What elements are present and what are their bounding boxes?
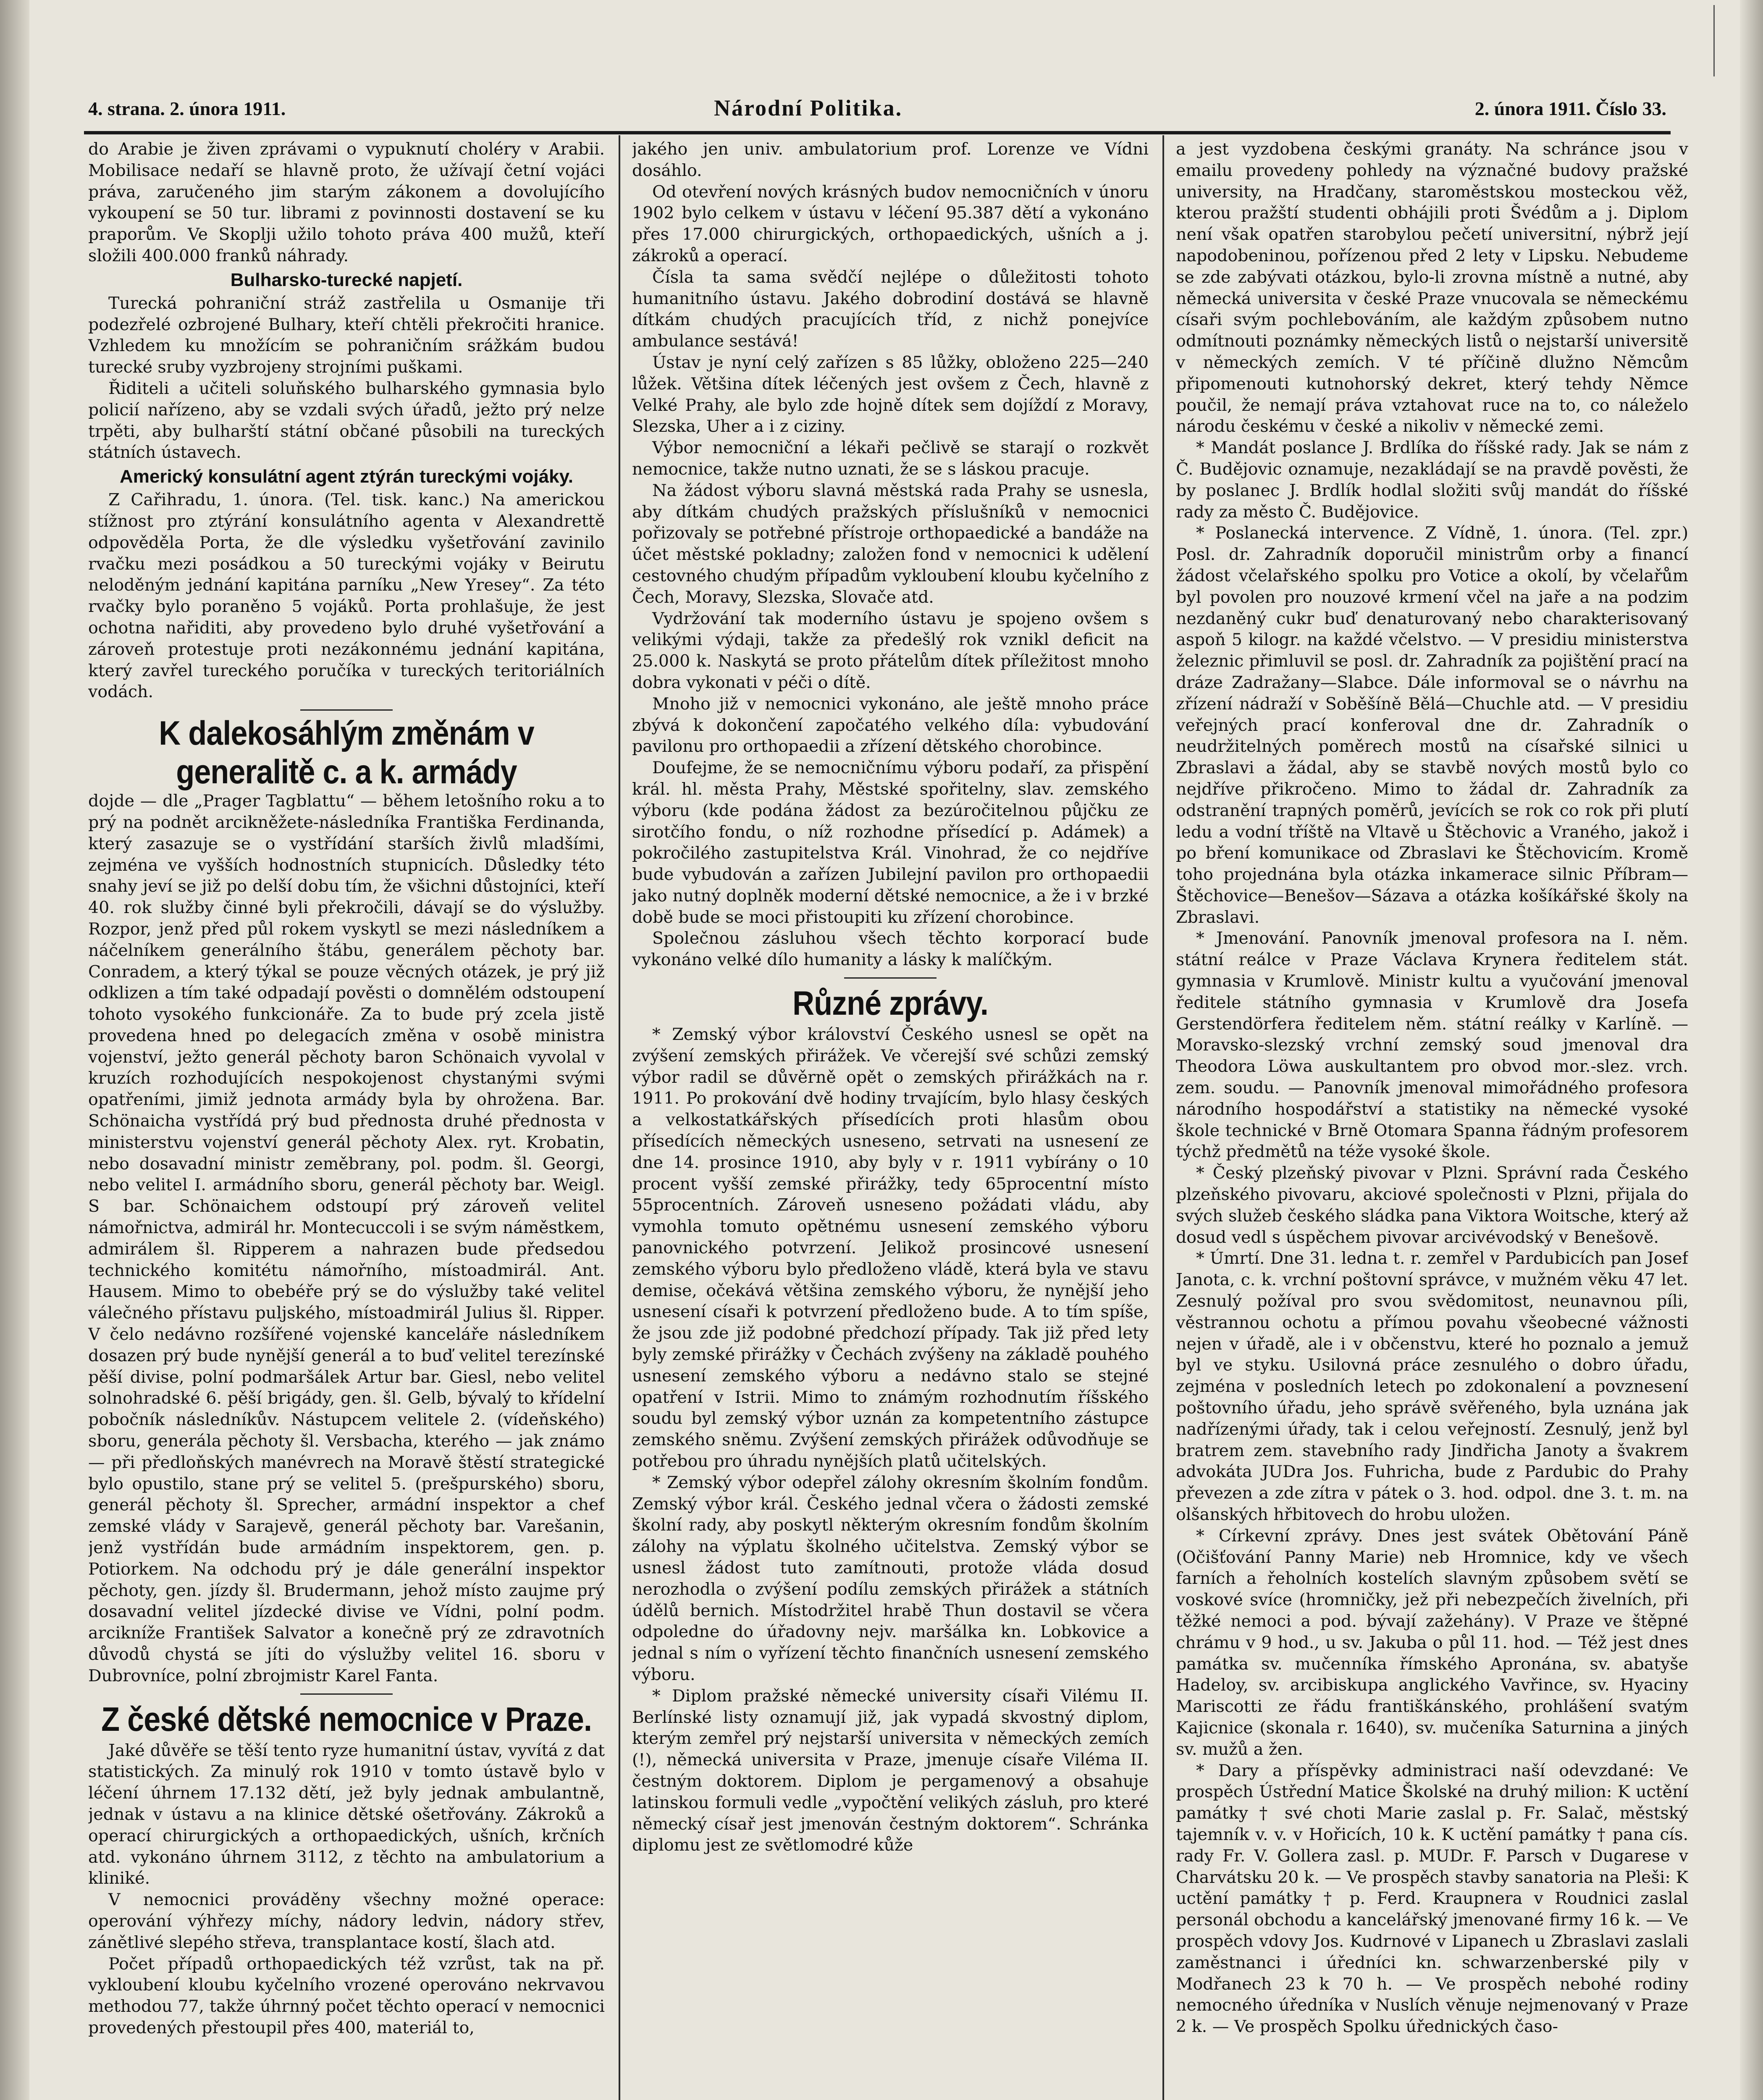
- column-3: [1176, 139, 1688, 2100]
- scan-edge-right: [1740, 0, 1763, 2100]
- separator: [300, 709, 393, 711]
- column-2: [632, 139, 1149, 2100]
- news-item: * Církevní zprávy. Dnes jest svátek Obětování Páně (Očišťování Panny Marie) neb Hromnice, kdy ve všech farních a řeholních kostelích slavným způsobem světí se voskové svíce (hromničky, jež při nebezpečích živelních, při těžké nemoci a pod. bývají zažehány). V Praze ve štěpné chrámu v 9 hod., u sv. Jakuba o půl 11. hod. — Též jest dnes památka sv. mučenníka římského Apronána, sv. abatyše Hadeloy, sv. arcibiskupa anglického Vavřince, sv. Hyaciny Mariscotti ze řádu františkánského, prohlášení svatým Kajicnice (skonala r. 1640), sv. mučeníka Saturnina a jiných sv. mužů a žen.: [1176, 1526, 1688, 1759]
- article-text: Ústav je nyní celý zařízen s 85 lůžky, obloženo 225—240 lůžek. Většina dítek léčených jest ovšem z Čech, hlavně z Velké Prahy, ale bylo zde hojně dítek sem dojíždí z Moravy, Slezska, Uher a i z ciziny.: [632, 352, 1149, 436]
- column-divider-2: [1162, 135, 1164, 2100]
- article-text: Počet případů orthopaedických též vzrůst, tak na př. vykloubení kloubu kyčelního vrozené operováno nekrvavou methodou 77, takže úhrnný počet těchto operací v nemocnici provedených přestoupil přes 400, materiál to,: [88, 1954, 605, 2037]
- separator: [300, 1693, 393, 1695]
- column-1: [88, 139, 605, 2100]
- news-item: * Úmrtí. Dne 31. ledna t. r. zemřel v Pardubicích pan Josef Janota, c. k. vrchní poštovní správce, v mužném věku 47 let. Zesnulý požíval pro svou svědomitost, neunavnou píli, věstrannou ochotu a přímou povahu všeobecné vážnosti nejen v úřadě, ale i v občenstvu, které ho poznalo a jemuž byl ve styku. Usilovná práce zesnulého o dobro úřadu, zejména v posledních letech po zdokonalení a povznesení poštovního úřadu, jeho správě svěřeného, byla uznána jak nadřízenými úřady, tak i celou veřejností. Zesnulý, jenž byl bratrem zem. stavebního rady Jindřicha Janoty a švakrem advokáta JUDra Jos. Fuhricha, bude z Pardubic do Prahy převezen a zde zítra v pátek o 3. hod. odpol. dne 3. t. m. na olšanských hřbitovech do hrobu uložen.: [1176, 1249, 1688, 1524]
- article-text: dojde — dle „Prager Tagblattu“ — během letošního roku a to prý na podnět arcikněžete-následníka Františka Ferdinanda, který zasazuje se o vystřídání starších živlů mladšími, zejména ve vyšších hodnostních stupnicích. Důsledky této snahy jeví se již po delší dobu tím, že všichni důstojníci, kteří 40. rok služby činné byli překročili, dávají se do výslužby. Rozpor, jenž před půl rokem vyskytl se mezi následníkem a náčelníkem generálního štábu, generálem pěchoty bar. Conradem, a který týkal se pouze věcných otázek, je prý již odklizen a tím také odpadají pověsti o domnělém odstoupení tohoto vysokého funkcionáře. Za to bude prý zcela jistě provedena hned po delegacích změna v osobě ministra vojenství, ježto generál pěchoty baron Schönaich vyvolal v kruzích rozhodujících nespokojenost chystanými svými opatřeními, jimiž jednota armády byla by ohrožena. Bar. Schönaicha vystřídá prý bud přednosta druhé přednosta v ministerstvu vojenství generál pěchoty Alex. ryt. Krobatin, nebo dosavadní ministr zeměbrany, pol. podm. šl. Georgi, nebo velitel I. armádního sboru, generál pěchoty bar. Weigl. S bar. Schönaichem odstoupí prý zároveň velitel námořnictva, admirál hr. Montecuccoli i se svým náměstkem, admirálem šl. Ripperem a nahrazen bude předsedou technického komitétu námořního, místoadmirál. Ant. Hausem. Mimo to obebéře prý se do výslužby také velitel válečného přístavu puljského, místoadmirál Julius šl. Ripper. V čelo nedávno rozšířené vojenské kanceláře následníkem dosazen prý bude nynější generál a to buď velitel terezínské pěší divise, polní podmaršálek Artur bar. Giesl, nebo velitel solnohradské 6. pěší brigády, gen. šl. Gelb, bývalý to křídelní pobočník následníkův. Nástupcem velitele 2. (vídeňského) sboru, generála pěchoty šl. Versbacha, kterého — jak známo — při předloňských manévrech na Moravě štěstí strategické bylo opustilo, stane prý se velitel 5. (prešpurského) sboru, generál pěchoty šl. Sprecher, armádní inspektor a chef zemské vlády v Sarajevě, generál pěchoty bar. Varešanin, jenž vystřídán bude armádním inspektorem, gen. p. Potiorkem. Na odchodu prý je dále generální inspektor pěchoty, gen. jízdy šl. Brudermann, jehož místo zaujme prý dosavadní velitel jízdecké divise ve Vídni, polní podm. arcikníže František Salvator a konečně prý ze zdravotních důvodů chystá se jíti do výslužby velitel 16. sboru v Dubrovníce, polní zbrojmistr Karel Fanta.: [88, 791, 605, 1685]
- news-item: * Diplom pražské německé university císaři Vilému II. Berlínské listy oznamují již, jak vypadá skvostný diplom, kterým zemřel prý nejstarší universita v německých zemích (!), německá universita v Praze, jmenuje císaře Viléma II. čestným doktorem. Diplom je pergamenový a obsahuje latinskou formuli vedle „vypočtění velikých zásluh, pro které německý císař jest jmenován čestným doktorem“. Schránka diplomu jest ze světlomodré kůže: [632, 1686, 1149, 1855]
- article-text: Mnoho již v nemocnici vykonáno, ale ještě mnoho práce zbývá k dokončení započatého velkého díla: vybudování pavilonu pro orthopaedii a zřízení dětského chorobince.: [632, 694, 1149, 756]
- news-item: * Poslanecká intervence. Z Vídně, 1. února. (Tel. zpr.) Posl. dr. Zahradník doporučil ministrům orby a financí žádost včelařského spolku pro Votice a okolí, by včelařům byl povolen pro nouzové krmení včel na jaře a na podzim nezdaněný cukr buď denaturovaný nebo charakterisovaný aspoň 5 kilogr. na každé včelstvo. — V presidiu ministerstva železnic přimluvil se posl. dr. Zahradník za pojištění prací na dráze Zadražany—Slabce. Dále informoval se o návrhu na zřízení nádraží v Soběšíně Bělá—Chuchle atd. — V presidiu veřejných prací konferoval dne dr. Zahradník o neudržitelných poměrech mostů na císařské silnici u Zbraslavi a žádal, aby se stavbě nových mostů bylo co nejdříve přikročeno. Mimo to žádal dr. Zahradník za odstranění trapných poměrů, jevících se rok co rok při plutí ledu a vodní tříště na Vltavě u Štěchovic a Vraného, jakož i po bření komunikace od Zbraslavi ke Štěchovicím. Kromě toho projednána byla otázka inkamerace silnic Příbram—Štěchovice—Benešov—Sázava a otázka košíkářské školy na Zbraslavi.: [1176, 523, 1688, 927]
- article-text: Doufejme, že se nemocničnímu výboru podaří, za přispění král. hl. města Prahy, Městské spořitelny, slav. zemského výboru (kde podána žádost za bezúročitelnou půjčku ze sirotčího fondu, o níž rozhodne přísedící p. Adámek) a pokročilého zastupitelstva Král. Vinohrad, že co nejdříve bude vybudován a zařízen Jubilejní pavilon pro orthopaedii jako nutný doplněk moderní dětské nemocnice, a že i v brzké době bude se moci přistoupiti ku zřízení chorobince.: [632, 758, 1149, 927]
- scan-edge-left: [0, 0, 29, 2100]
- news-item: * Jmenování. Panovník jmenoval profesora na I. něm. státní reálce v Praze Václava Krynera ředitelem stát. gymnasia v Krumlově. Ministr kultu a vyučování jmenoval ředitele státního gymnasia v Krumlově dra Josefa Gerstendörfera ředitelem něm. státní reálky v Karlíně. — Moravsko-slezský vrchní zemský soud jmenoval dra Theodora Löwa auskultantem pro obvod mor.-slez. vrch. zem. soudu. — Panovník jmenoval mimořádného profesora národního hospodářství a statistiky na německé vysoké škole technické v Brně Otomara Spanna řádným profesorem týchž předmětů na téže vysoké škole.: [1176, 929, 1688, 1162]
- article-text: Na žádost výboru slavná městská rada Prahy se usnesla, aby dítkám chudých pražských příslušníků v nemocnici pořizovaly se potřebné přístroje orthopaedické a bandáže na účet městské pokladny; založen fond v nemocnici k udělení cestovného chudým případům vykloubení kloubu kyčelního z Čech, Moravy, Slezska, Slovače atd.: [632, 480, 1149, 607]
- issue-date-number: 2. února 1911. Číslo 33.: [1474, 98, 1666, 119]
- newspaper-title: Národní Politika.: [714, 95, 903, 121]
- article-text: Řiditeli a učiteli soluňského bulharského gymnasia bylo policií nařízeno, aby se vzdali svých úřadů, ježto prý nelze trpěti, aby bulharští státní občané působili na tureckých státních ústavech.: [88, 378, 605, 462]
- article-text: Turecká pohraniční stráž zastřelila u Osmanije tři podezřelé ozbrojené Bulhary, kteří chtěli překročiti hranice. Vzhledem ku množícím se pohraničním srážkám budou turecké sruby vyzbrojeny strojními puškami.: [88, 293, 605, 377]
- separator: [844, 977, 937, 979]
- news-item: * Zemský výbor odepřel zálohy okresním školním fondům. Zemský výbor král. Českého jednal včera o žádosti zemské školní rady, aby poskytl některým okresním fondům školním zálohy na výplatu školného učitelstva. Zemský výbor se usnesl žádost tuto zamítnouti, protože vláda dosud nerozhodla o zvýšení podílu zemských přirážek a státních údělů bernich. Místodržitel hrabě Thun dostavil se včera odpoledne do úřadovny nejv. maršálka kn. Lobkovice a jednal s ním o vyřízení těchto finančních usnesení zemského výboru.: [632, 1473, 1149, 1684]
- scan-artifact: [1713, 5, 1715, 76]
- headline-various-news: Různé zprávy.: [792, 984, 988, 1022]
- news-item: a jest vyzdobena českými granáty. Na schránce jsou v emailu provedeny pohledy na význačné budovy pražské university, na Hradčany, staroměstskou mosteckou věž, kterou pražští studenti obhájili proti Švédům a j. Diplom není však opatřen starobylou pečetí universitní, nýbrž její napodobeninou, pořízenou před 2 lety v Lipsku. Nebudeme se zde zabývati otázkou, bylo-li zrovna místně a nutné, aby německá universita v české Praze vnucovala se německému císaři svým pochlebováním, ale každým způsobem nutno odmítnouti poznámky německých listů o nejstarší universitě v německých zemích. V té příčině dlužno Němcům připomenouti kutnohorský dekret, který tehdy Němce poučil, že nemají práva vztahovat ruce na to, co náleželo národu českému v české a nikoliv v německé zemi.: [1176, 139, 1688, 436]
- news-item: * Zemský výbor království Českého usnesl se opět na zvýšení zemských přirážek. Ve včerejší své schůzi zemský výbor radil se důvěrně opět o zemských přirážkách na r. 1911. Po prokování dvě hodiny trvajícím, bylo hlasy českých a velkostatkářských přísedících proti hlasům obou přísedících německých usneseno, setrvati na usnesení ze dne 14. prosince 1910, aby byly v r. 1911 vybírány o 10 procent vyšší zemské přirážky, tedy 65procentní místo 55procentních. Zároveň usneseno požádati vládu, aby vymohla tomuto opětnému usnesení zemského výboru panovnického potvrzení. Jelikož prosincové usnesení zemského výboru bylo předloženo vládě, která byla ve stavu demise, očekává většina zemského výboru, že nynější jeho usnesení císaři k potvrzení předloženo bude. A to tím spíše, že jsou zde již podobné předchozí případy. Tak již před lety byly zemské přirážky v Čechách zvýšeny na základě pouhého usnesení zemského výboru a nedávno stalo se stejné opatření v Istrii. Mimo to známým rozhodnutím říšského soudu byl zemský výbor uznán za kompetentního zástupce zemského sněmu. Zvýšení zemských přirážek odůvodňuje se potřebou pro úhradu nynějších platů učitelských.: [632, 1025, 1149, 1471]
- headline-american-consular-agent: Americký konsulátní agent ztýrán tureckými vojáky.: [119, 466, 574, 487]
- news-item: * Český plzeňský pivovar v Plzni. Správní rada Českého plzeňského pivovaru, akciové společnosti v Plzni, přijala do svých služeb českého sládka pana Viktora Woitsche, který až dosud vedl s úspěchem pivovar arcivévodský v Benešově.: [1176, 1163, 1688, 1247]
- article-text: V nemocnici prováděny všechny možné operace: operování výhřezy míchy, nádory ledvin, nádory střev, zánětlivé slepého střeva, transplantace kostí, šlach atd.: [88, 1890, 605, 1952]
- article-text: Vydržování tak moderního ústavu je spojeno ovšem s velikými výdaji, takže za předešlý rok vznikl deficit na 25.000 k. Naskytá se proto přátelům dítek příležitost mnoho dobra vykonati v péči o dítě.: [632, 609, 1149, 692]
- article-text: Výbor nemocniční a lékaři pečlivě se starají o rozkvět nemocnice, takže nutno uznati, že se s láskou pracuje.: [632, 438, 1149, 479]
- column-divider-1: [619, 135, 620, 2100]
- page-number-date: 4. strana. 2. února 1911.: [88, 98, 286, 119]
- headline-army-generals: K dalekosáhlým změnám v generalitě c. a k. armády: [159, 714, 534, 791]
- headline-bulgarian-turkish-tension: Bulharsko-turecké napjetí.: [230, 269, 463, 290]
- article-text: Společnou zásluhou všech těchto korporací bude vykonáno velké dílo humanity a lásky k malíčkým.: [632, 929, 1149, 970]
- news-item: * Dary a příspěvky administraci naší odevzdané: Ve prospěch Ústřední Matice Školské na druhý milion: K uctění památky † své choti Marie zaslal p. Fr. Salač, městský tajemník v. v. v Hořicích, 10 k. K uctění památky † pana cís. rady Fr. V. Gollera zasl. p. MUDr. F. Parsch v Dugarese v Charvátsku 20 k. — Ve prospěch stavby sanatoria na Pleši: K uctění památky † p. Ferd. Kraupnera v Roudnici zaslal personál obchodu a kancelářský jmenované firmy 16 k. — Ve prospěch vdovy Jos. Kudrnové v Lipanech u Zbraslavi zaslali zaměstnanci i úředníci kn. schwarzenberské pily v Modřanech 23 k 70 h. — Ve prospěch nebohé rodiny nemocného úředníka v Nuslích věnuje nejmenovaný v Praze 2 k. — Ve prospěch Spolku úřednických časo-: [1176, 1761, 1688, 2037]
- article-text: jakého jen univ. ambulatorium prof. Lorenze ve Vídni dosáhlo.: [632, 139, 1149, 180]
- header-rule: [84, 131, 1671, 134]
- article-text: Čísla ta sama svědčí nejlépe o důležitosti tohoto humanitního ústavu. Jakého dobrodiní dostává se hlavně dítkám chudých pracujících tříd, z nichž ponejvíce ambulance sestává!: [632, 267, 1149, 351]
- article-text: Od otevření nových krásných budov nemocničních v únoru 1902 bylo celkem v ústavu v léčení 95.387 dětí a vykonáno přes 17.000 chirurgických, orthopaedických, ušních a j. zákroků a operací.: [632, 182, 1149, 265]
- masthead: [88, 97, 1666, 127]
- article-text: Jaké důvěře se těší tento ryze humanitní ústav, vyvítá z dat statistických. Za minulý rok 1910 v tomto ústavě bylo v léčení úhrnem 17.132 dětí, jež byly jednak ambulantně, jednak v ústavu a na klinice dětské ošetřovány. Zákroků a operací chirurgických a orthopaedických, ušních, krčních atd. vykonáno úhrnem 3112, z těchto na ambulatorium a kliniké.: [88, 1740, 605, 1888]
- article-text: do Arabie je živen zprávami o vypuknutí choléry v Arabii. Mobilisace nedaří se hlavně proto, že užívají četní vojáci práva, zaručeného jim starým zákonem a dovolujícího vykoupení se 50 tur. librami z povinnosti dostavení se ku praporům. Ve Skoplji užilo tohoto práva 400 mužů, kteří složili 400.000 franků náhrady.: [88, 139, 605, 265]
- headline-children-hospital: Z české dětské nemocnice v Praze.: [101, 1700, 592, 1738]
- news-item: * Mandát poslance J. Brdlíka do říšské rady. Jak se nám z Č. Budějovic oznamuje, nezakládají se na pravdě pověsti, že by poslanec J. Brdlík hodlal složiti svůj mandát do říšské rady za město Č. Budějovice.: [1176, 438, 1688, 522]
- article-text: Z Cařihradu, 1. února. (Tel. tisk. kanc.) Na americkou stížnost pro ztýrání konsulátního agenta v Alexandrettě odpověděla Porta, že dle výsledku vyšetřování zavinilo rvačku mezi posádkou a 50 tureckými vojáky v Beirutu neloděným jednání kapitána parníku „New Yresey“. Za této rvačky bylo poraněno 5 vojáků. Porta prohlašuje, že jest ochotna nařiditi, aby provedeno bylo druhé vyšetřování a zároveň protestuje proti nezákonnému jednání kapitána, který zavřel tureckého poručíka v tureckých teritoriálních vodách.: [88, 490, 605, 702]
